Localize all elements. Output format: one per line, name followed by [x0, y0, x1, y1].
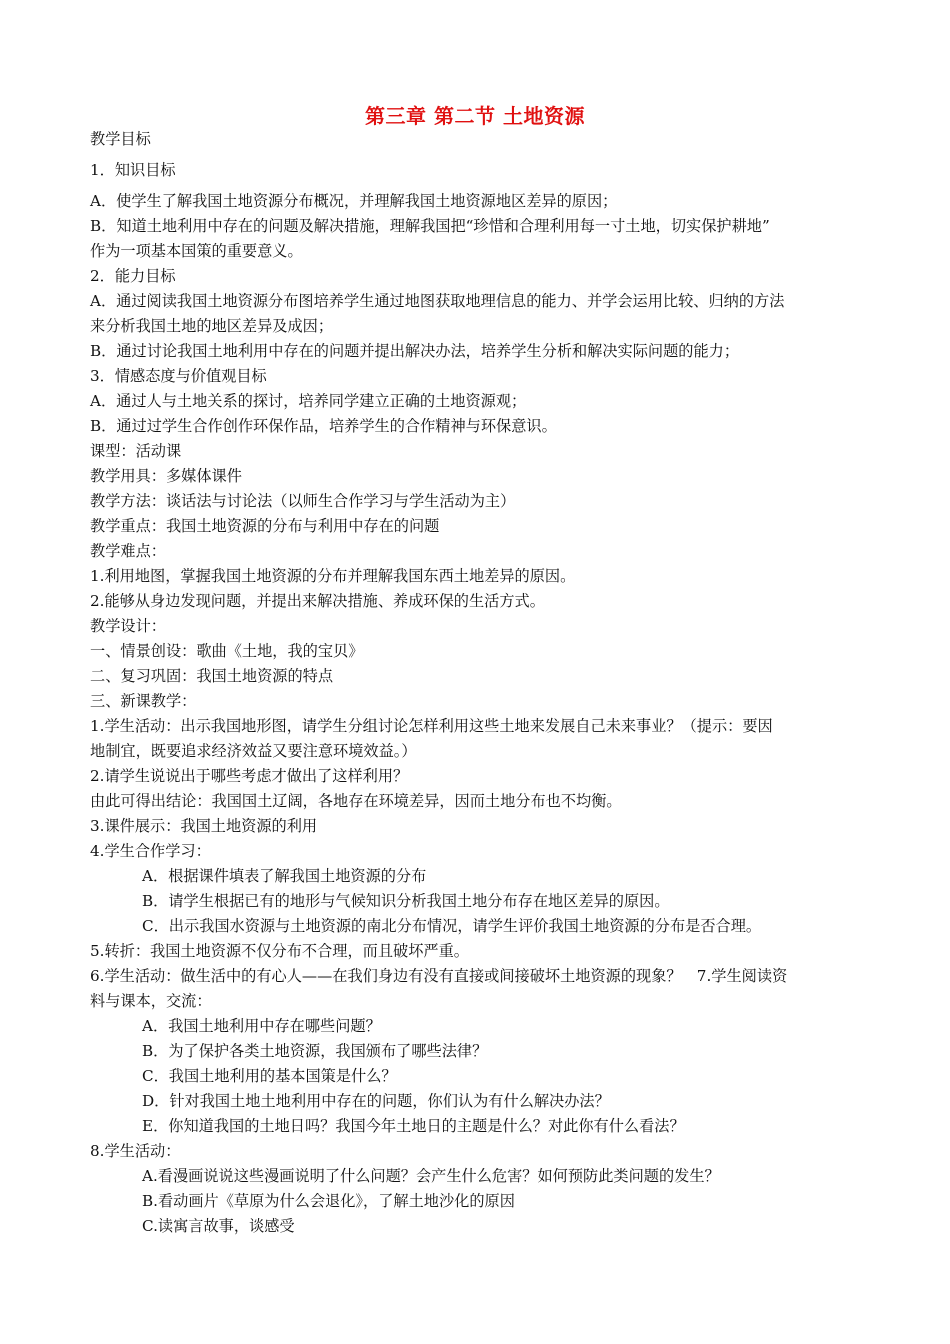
page-title: 第三章 第二节 土地资源	[365, 104, 585, 128]
text-line: 由此可得出结论：我国国土辽阔，各地存在环境差异，因而土地分布也不均衡。	[90, 792, 622, 810]
text-line: C．我国土地利用的基本国策是什么？	[142, 1067, 397, 1085]
text-line: 教学难点：	[90, 542, 166, 560]
text-line: B．知道土地利用中存在的问题及解决措施，理解我国把“珍惜和合理利用每一寸土地，切实保护耕地”	[90, 217, 770, 235]
text-line: B．通过讨论我国土地利用中存在的问题并提出解决办法，培养学生分析和解决实际问题的能力；	[90, 342, 740, 360]
text-line: 2.能够从身边发现问题，并提出来解决措施、养成环保的生活方式。	[90, 592, 545, 610]
text-line: 地制宜，既要追求经济效益又要注意环境效益。）	[90, 742, 417, 760]
text-line: 1．知识目标	[90, 161, 176, 179]
text-line: 8.学生活动：	[90, 1142, 181, 1160]
text-line: A．根据课件填表了解我国土地资源的分布	[142, 867, 427, 885]
text-line: 6.学生活动：做生活中的有心人——在我们身边有没有直接或间接破坏土地资源的现象？ 7.学生阅读资	[90, 967, 788, 985]
text-line: 教学目标	[90, 130, 151, 148]
text-line: 3.课件展示：我国土地资源的利用	[90, 817, 318, 835]
text-line: 5.转折：我国土地资源不仅分布不合理，而且破坏严重。	[90, 942, 469, 960]
text-line: B．通过过学生合作创作环保作品，培养学生的合作精神与环保意识。	[90, 417, 557, 435]
text-line: 教学方法：谈话法与讨论法（以师生合作学习与学生活动为主）	[90, 492, 516, 510]
text-line: C．出示我国水资源与土地资源的南北分布情况，请学生评价我国土地资源的分布是否合理。	[142, 917, 762, 935]
text-line: B．为了保护各类土地资源，我国颁布了哪些法律？	[142, 1042, 488, 1060]
text-line: 教学设计：	[90, 617, 166, 635]
text-line: 一、情景创设：歌曲《土地，我的宝贝》	[90, 642, 364, 660]
text-line: 2．能力目标	[90, 267, 176, 285]
text-line: A．使学生了解我国土地资源分布概况，并理解我国土地资源地区差异的原因；	[90, 192, 618, 210]
text-line: B．请学生根据已有的地形与气候知识分析我国土地分布存在地区差异的原因。	[142, 892, 670, 910]
text-line: A．我国土地利用中存在哪些问题？	[142, 1017, 381, 1035]
text-line: 三、新课教学：	[90, 692, 197, 710]
text-line: 料与课本，交流：	[90, 992, 212, 1010]
text-line: A．通过人与土地关系的探讨，培养同学建立正确的土地资源观；	[90, 392, 527, 410]
text-line: A.看漫画说说这些漫画说明了什么问题？会产生什么危害？如何预防此类问题的发生？	[142, 1167, 720, 1185]
text-line: 二、复习巩固：我国土地资源的特点	[90, 667, 333, 685]
text-line: B.看动画片《草原为什么会退化》，了解土地沙化的原因	[142, 1192, 515, 1210]
text-line: E．你知道我国的土地日吗？我国今年土地日的主题是什么？对此你有什么看法？	[142, 1117, 685, 1135]
text-line: 来分析我国土地的地区差异及成因；	[90, 317, 333, 335]
text-line: 教学用具：多媒体课件	[90, 467, 242, 485]
text-line: 1.利用地图，掌握我国土地资源的分布并理解我国东西土地差异的原因。	[90, 567, 576, 585]
document-body	[90, 127, 870, 1239]
text-line: 2.请学生说说出于哪些考虑才做出了这样利用？	[90, 767, 409, 785]
text-line: 1.学生活动：出示我国地形图，请学生分组讨论怎样利用这些土地来发展自己未来事业？（提示：要因	[90, 717, 773, 735]
text-line: A．通过阅读我国土地资源分布图培养学生通过地图获取地理信息的能力、并学会运用比较、归纳的方法	[90, 292, 785, 310]
text-line: 教学重点：我国土地资源的分布与利用中存在的问题	[90, 517, 440, 535]
text-line: 作为一项基本国策的重要意义。	[90, 242, 303, 260]
text-line: D．针对我国土地土地利用中存在的问题，你们认为有什么解决办法？	[142, 1092, 610, 1110]
text-line: C.读寓言故事，谈感受	[142, 1217, 295, 1235]
text-line: 3．情感态度与价值观目标	[90, 367, 267, 385]
text-line: 课型：活动课	[90, 442, 182, 460]
text-line: 4.学生合作学习：	[90, 842, 211, 860]
